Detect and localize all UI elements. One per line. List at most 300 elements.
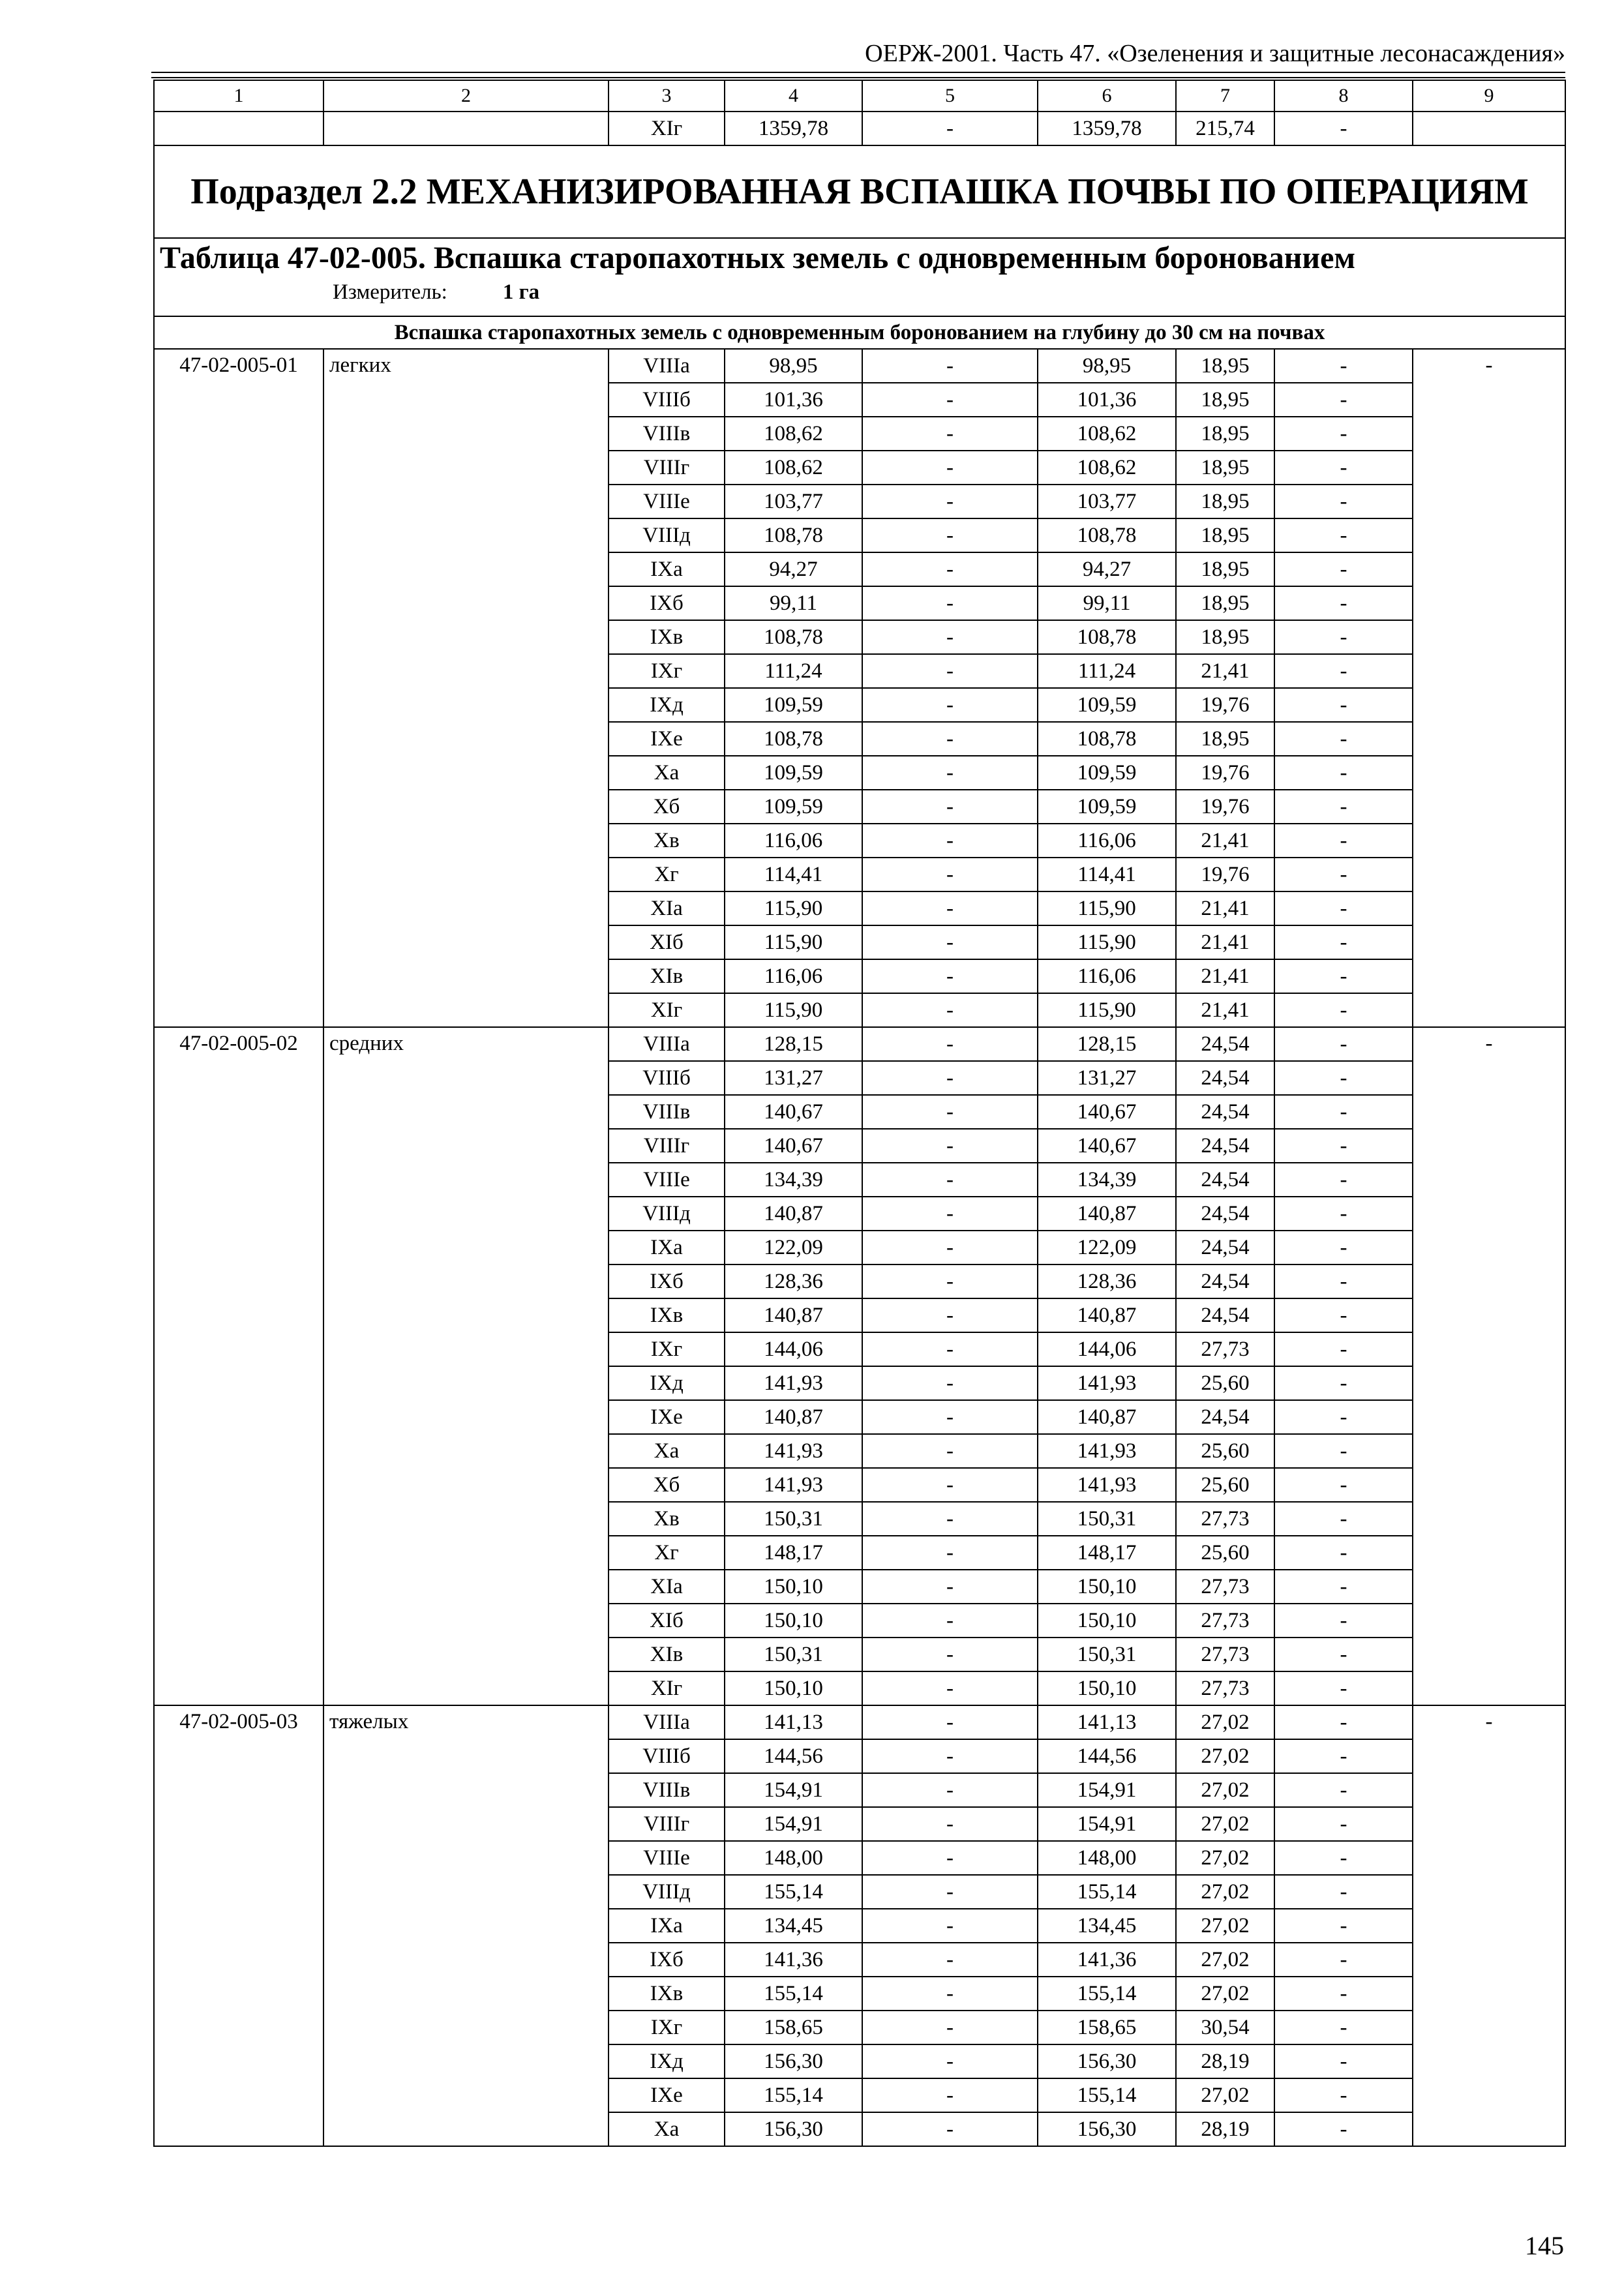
value-cell: - xyxy=(862,1366,1038,1400)
zone-cell: VIIIд xyxy=(609,1875,725,1909)
value-cell: 18,95 xyxy=(1176,518,1274,552)
value-cell: - xyxy=(862,1739,1038,1773)
value-cell: - xyxy=(1274,451,1413,485)
zone-cell: IXд xyxy=(609,688,725,722)
value-cell: 115,90 xyxy=(1038,925,1176,959)
value-cell: 155,14 xyxy=(1038,2078,1176,2112)
value-cell: 155,14 xyxy=(1038,1875,1176,1909)
table-title-cell xyxy=(154,238,1565,316)
value-cell: - xyxy=(1274,2112,1413,2146)
value-cell: 144,06 xyxy=(725,1332,862,1366)
value-cell: 28,19 xyxy=(1176,2112,1274,2146)
value-cell: 156,30 xyxy=(725,2044,862,2078)
value-cell: - xyxy=(1274,1061,1413,1095)
value-cell: 140,87 xyxy=(725,1197,862,1231)
value-cell: - xyxy=(1274,1163,1413,1197)
value-cell: - xyxy=(1274,1095,1413,1129)
value-cell: 24,54 xyxy=(1176,1061,1274,1095)
value-cell: 24,54 xyxy=(1176,1264,1274,1298)
value-cell: - xyxy=(862,1468,1038,1502)
value-cell: 111,24 xyxy=(1038,654,1176,688)
value-cell: 140,67 xyxy=(1038,1129,1176,1163)
value-cell: 109,59 xyxy=(1038,756,1176,790)
value-cell: 99,11 xyxy=(725,586,862,620)
value-cell: - xyxy=(862,383,1038,417)
zone-cell: Xа xyxy=(609,1434,725,1468)
norm-code: 47-02-005-01 xyxy=(154,349,323,1027)
zone-cell: IXе xyxy=(609,2078,725,2112)
value-cell: - xyxy=(862,1604,1038,1638)
value-cell: - xyxy=(862,1502,1038,1536)
value-cell: 101,36 xyxy=(1038,383,1176,417)
value-cell: - xyxy=(1274,1332,1413,1366)
value-cell: 108,78 xyxy=(1038,518,1176,552)
value-cell: - xyxy=(1274,925,1413,959)
value-cell: 114,41 xyxy=(1038,858,1176,891)
column-number: 7 xyxy=(1176,80,1274,112)
zone-cell: Xг xyxy=(609,1536,725,1570)
value-cell: - xyxy=(862,1231,1038,1264)
value-cell: - xyxy=(862,485,1038,518)
value-cell: - xyxy=(1274,1638,1413,1671)
value-cell: 141,93 xyxy=(1038,1434,1176,1468)
value-cell: - xyxy=(1274,2011,1413,2044)
table-row xyxy=(154,349,1565,383)
value-cell: 108,78 xyxy=(1038,620,1176,654)
table-title: Таблица 47-02-005. Вспашка старопахотных земель с одновременным боронованием xyxy=(160,241,1356,275)
value-cell: 128,15 xyxy=(1038,1027,1176,1061)
col9-value: - xyxy=(1413,349,1565,1027)
value-cell: - xyxy=(862,1434,1038,1468)
value-cell: 18,95 xyxy=(1176,722,1274,756)
value-cell: 154,91 xyxy=(1038,1773,1176,1807)
value-cell: 154,91 xyxy=(1038,1807,1176,1841)
value-cell: 115,90 xyxy=(725,925,862,959)
value-cell: 19,76 xyxy=(1176,688,1274,722)
value-cell: 116,06 xyxy=(725,959,862,993)
column-number: 9 xyxy=(1413,80,1565,112)
value-cell: - xyxy=(862,552,1038,586)
value-cell: - xyxy=(1274,1671,1413,1705)
value-cell: 141,13 xyxy=(1038,1705,1176,1739)
value-cell: - xyxy=(862,891,1038,925)
value-cell: 141,93 xyxy=(725,1434,862,1468)
value-cell: 156,30 xyxy=(725,2112,862,2146)
value-cell: - xyxy=(862,959,1038,993)
value-cell: - xyxy=(1274,1197,1413,1231)
value-cell: 24,54 xyxy=(1176,1400,1274,1434)
col9-value: - xyxy=(1413,1027,1565,1705)
value-cell: 1359,78 xyxy=(1038,112,1176,145)
value-cell: - xyxy=(1274,1264,1413,1298)
value-cell: 215,74 xyxy=(1176,112,1274,145)
zone-cell: VIIIг xyxy=(609,1807,725,1841)
value-cell: 1359,78 xyxy=(725,112,862,145)
value-cell: - xyxy=(1274,756,1413,790)
value-cell: 148,17 xyxy=(1038,1536,1176,1570)
value-cell: - xyxy=(862,1536,1038,1570)
value-cell: 116,06 xyxy=(1038,959,1176,993)
value-cell: 27,02 xyxy=(1176,1977,1274,2011)
empty-cell xyxy=(323,112,609,145)
value-cell: 108,62 xyxy=(725,451,862,485)
value-cell: 27,02 xyxy=(1176,1807,1274,1841)
value-cell: 18,95 xyxy=(1176,451,1274,485)
zone-cell: Xа xyxy=(609,756,725,790)
value-cell: - xyxy=(1274,586,1413,620)
table-row xyxy=(154,1705,1565,1739)
value-cell: 18,95 xyxy=(1176,349,1274,383)
value-cell: 27,02 xyxy=(1176,1909,1274,1943)
value-cell: 24,54 xyxy=(1176,1298,1274,1332)
zone-cell: Xв xyxy=(609,1502,725,1536)
value-cell: - xyxy=(862,1977,1038,2011)
value-cell: - xyxy=(862,1671,1038,1705)
value-cell: 108,78 xyxy=(1038,722,1176,756)
soil-type: средних xyxy=(323,1027,609,1705)
value-cell: 150,31 xyxy=(1038,1502,1176,1536)
value-cell: - xyxy=(862,925,1038,959)
value-cell: - xyxy=(1274,1536,1413,1570)
value-cell: - xyxy=(1274,1027,1413,1061)
value-cell: 18,95 xyxy=(1176,485,1274,518)
value-cell: 140,87 xyxy=(1038,1298,1176,1332)
zone-cell: IXб xyxy=(609,586,725,620)
value-cell: 144,56 xyxy=(725,1739,862,1773)
value-cell: 109,59 xyxy=(1038,790,1176,824)
value-cell: - xyxy=(1274,417,1413,451)
value-cell: - xyxy=(1274,1434,1413,1468)
value-cell: 108,62 xyxy=(1038,417,1176,451)
value-cell: 27,02 xyxy=(1176,1739,1274,1773)
value-cell: - xyxy=(1274,1400,1413,1434)
value-cell: 155,14 xyxy=(725,2078,862,2112)
value-cell: - xyxy=(862,688,1038,722)
value-cell: 109,59 xyxy=(1038,688,1176,722)
work-description-row xyxy=(154,316,1565,349)
value-cell: 141,36 xyxy=(725,1943,862,1977)
value-cell: 141,13 xyxy=(725,1705,862,1739)
value-cell: - xyxy=(1274,1570,1413,1604)
value-cell: 141,36 xyxy=(1038,1943,1176,1977)
value-cell: - xyxy=(862,756,1038,790)
value-cell: - xyxy=(1274,1773,1413,1807)
value-cell: 108,78 xyxy=(725,722,862,756)
value-cell: - xyxy=(862,2112,1038,2146)
value-cell: 115,90 xyxy=(1038,993,1176,1027)
zone-cell: IXг xyxy=(609,1332,725,1366)
value-cell: 24,54 xyxy=(1176,1129,1274,1163)
measure-label: Измеритель: xyxy=(333,280,447,304)
value-cell: 101,36 xyxy=(725,383,862,417)
zone-cell: VIIIе xyxy=(609,485,725,518)
subsection-title: Подраздел 2.2 МЕХАНИЗИРОВАННАЯ ВСПАШКА ПОЧВЫ ПО ОПЕРАЦИЯМ xyxy=(154,145,1565,238)
value-cell: 150,31 xyxy=(725,1638,862,1671)
value-cell: - xyxy=(1274,654,1413,688)
value-cell: 150,10 xyxy=(725,1671,862,1705)
zone-cell: VIIIв xyxy=(609,1773,725,1807)
value-cell: 19,76 xyxy=(1176,858,1274,891)
value-cell: 94,27 xyxy=(725,552,862,586)
value-cell: 148,00 xyxy=(725,1841,862,1875)
value-cell: - xyxy=(1274,349,1413,383)
value-cell: 150,10 xyxy=(725,1604,862,1638)
zone-cell: VIIIб xyxy=(609,383,725,417)
value-cell: 115,90 xyxy=(725,993,862,1027)
value-cell: - xyxy=(1274,891,1413,925)
value-cell: 21,41 xyxy=(1176,891,1274,925)
value-cell: - xyxy=(1274,2044,1413,2078)
value-cell: 108,78 xyxy=(725,620,862,654)
value-cell: 116,06 xyxy=(725,824,862,858)
value-cell: 156,30 xyxy=(1038,2112,1176,2146)
value-cell: - xyxy=(1274,688,1413,722)
value-cell: 140,87 xyxy=(1038,1197,1176,1231)
value-cell: - xyxy=(862,586,1038,620)
zone-cell: XIг xyxy=(609,1671,725,1705)
value-cell: 25,60 xyxy=(1176,1536,1274,1570)
zone-cell: VIIIд xyxy=(609,518,725,552)
value-cell: 108,62 xyxy=(725,417,862,451)
zone-cell: IXа xyxy=(609,1231,725,1264)
value-cell: 103,77 xyxy=(1038,485,1176,518)
column-number: 4 xyxy=(725,80,862,112)
value-cell: - xyxy=(1274,1943,1413,1977)
value-cell: 109,59 xyxy=(725,688,862,722)
value-cell: 21,41 xyxy=(1176,654,1274,688)
value-cell: - xyxy=(862,1841,1038,1875)
value-cell: 18,95 xyxy=(1176,417,1274,451)
value-cell: 109,59 xyxy=(725,756,862,790)
zone-cell: IXа xyxy=(609,552,725,586)
value-cell: 18,95 xyxy=(1176,586,1274,620)
value-cell: - xyxy=(1274,1807,1413,1841)
zone-cell: VIIIа xyxy=(609,1027,725,1061)
value-cell: 103,77 xyxy=(725,485,862,518)
value-cell: - xyxy=(862,518,1038,552)
value-cell: 19,76 xyxy=(1176,790,1274,824)
value-cell: 140,67 xyxy=(1038,1095,1176,1129)
value-cell: 98,95 xyxy=(1038,349,1176,383)
value-cell: 25,60 xyxy=(1176,1468,1274,1502)
value-cell: - xyxy=(862,1909,1038,1943)
column-number: 5 xyxy=(862,80,1038,112)
col9-value: - xyxy=(1413,1705,1565,2146)
zone-cell: VIIIа xyxy=(609,1705,725,1739)
value-cell: 141,93 xyxy=(1038,1468,1176,1502)
value-cell: - xyxy=(862,1129,1038,1163)
value-cell: 108,62 xyxy=(1038,451,1176,485)
value-cell: 24,54 xyxy=(1176,1027,1274,1061)
value-cell: 134,45 xyxy=(725,1909,862,1943)
value-cell: - xyxy=(862,1943,1038,1977)
value-cell: - xyxy=(862,1332,1038,1366)
value-cell: 134,45 xyxy=(1038,1909,1176,1943)
value-cell: 108,78 xyxy=(725,518,862,552)
value-cell: 18,95 xyxy=(1176,383,1274,417)
value-cell: 141,93 xyxy=(725,1468,862,1502)
value-cell: - xyxy=(862,620,1038,654)
value-cell: - xyxy=(1274,552,1413,586)
value-cell: - xyxy=(1274,1468,1413,1502)
value-cell: 134,39 xyxy=(1038,1163,1176,1197)
value-cell: 115,90 xyxy=(1038,891,1176,925)
value-cell: 27,02 xyxy=(1176,1705,1274,1739)
value-cell: 27,73 xyxy=(1176,1604,1274,1638)
value-cell: 156,30 xyxy=(1038,2044,1176,2078)
value-cell: 128,15 xyxy=(725,1027,862,1061)
work-description: Вспашка старопахотных земель с одновременным боронованием на глубину до 30 см на почвах xyxy=(154,316,1565,349)
column-number-row xyxy=(154,80,1565,112)
value-cell: 128,36 xyxy=(725,1264,862,1298)
column-number: 6 xyxy=(1038,80,1176,112)
value-cell: 27,73 xyxy=(1176,1638,1274,1671)
zone-cell: IXв xyxy=(609,1977,725,2011)
zone-cell: IXв xyxy=(609,620,725,654)
value-cell: 21,41 xyxy=(1176,959,1274,993)
value-cell: - xyxy=(862,1638,1038,1671)
value-cell: - xyxy=(1274,518,1413,552)
value-cell: 134,39 xyxy=(725,1163,862,1197)
value-cell: 131,27 xyxy=(1038,1061,1176,1095)
value-cell: 150,31 xyxy=(1038,1638,1176,1671)
value-cell: XIг xyxy=(609,112,725,145)
value-cell: 21,41 xyxy=(1176,824,1274,858)
value-cell: - xyxy=(1274,959,1413,993)
value-cell: - xyxy=(1274,1977,1413,2011)
value-cell: - xyxy=(862,1027,1038,1061)
soil-type: тяжелых xyxy=(323,1705,609,2146)
value-cell: - xyxy=(862,1163,1038,1197)
zone-cell: VIIIе xyxy=(609,1841,725,1875)
zone-cell: Xа xyxy=(609,2112,725,2146)
value-cell: 27,73 xyxy=(1176,1671,1274,1705)
value-cell: 18,95 xyxy=(1176,620,1274,654)
zone-cell: XIб xyxy=(609,925,725,959)
value-cell: - xyxy=(862,1264,1038,1298)
zone-cell: IXд xyxy=(609,1366,725,1400)
value-cell: 154,91 xyxy=(725,1773,862,1807)
value-cell: 111,24 xyxy=(725,654,862,688)
value-cell: - xyxy=(862,2044,1038,2078)
zone-cell: VIIIд xyxy=(609,1197,725,1231)
zone-cell: IXе xyxy=(609,1400,725,1434)
zone-cell: Xв xyxy=(609,824,725,858)
value-cell: - xyxy=(1274,1366,1413,1400)
value-cell: 128,36 xyxy=(1038,1264,1176,1298)
value-cell: 155,14 xyxy=(725,1977,862,2011)
norm-code: 47-02-005-03 xyxy=(154,1705,323,2146)
value-cell: - xyxy=(862,1875,1038,1909)
subsection-row xyxy=(154,145,1565,238)
column-number: 8 xyxy=(1274,80,1413,112)
value-cell: 141,93 xyxy=(725,1366,862,1400)
table-title-row xyxy=(154,238,1565,316)
zone-cell: XIв xyxy=(609,1638,725,1671)
value-cell: 27,73 xyxy=(1176,1570,1274,1604)
value-cell: 27,73 xyxy=(1176,1332,1274,1366)
carryover-row xyxy=(154,112,1565,145)
value-cell: - xyxy=(862,1570,1038,1604)
value-cell: - xyxy=(862,1197,1038,1231)
value-cell: 27,02 xyxy=(1176,1875,1274,1909)
value-cell: 25,60 xyxy=(1176,1434,1274,1468)
value-cell: 24,54 xyxy=(1176,1163,1274,1197)
value-cell: 28,19 xyxy=(1176,2044,1274,2078)
value-cell: 25,60 xyxy=(1176,1366,1274,1400)
value-cell: - xyxy=(1274,1705,1413,1739)
value-cell: - xyxy=(1274,722,1413,756)
value-cell: - xyxy=(1274,790,1413,824)
value-cell: - xyxy=(1274,1231,1413,1264)
value-cell: - xyxy=(1274,112,1413,145)
norm-code: 47-02-005-02 xyxy=(154,1027,323,1705)
measure-value: 1 га xyxy=(502,280,540,304)
value-cell: - xyxy=(862,722,1038,756)
value-cell: - xyxy=(1274,1739,1413,1773)
value-cell: - xyxy=(1274,1298,1413,1332)
value-cell: 27,02 xyxy=(1176,1841,1274,1875)
norms-table xyxy=(153,80,1566,2147)
value-cell: 140,67 xyxy=(725,1095,862,1129)
value-cell: - xyxy=(1274,1841,1413,1875)
value-cell: 148,17 xyxy=(725,1536,862,1570)
value-cell: - xyxy=(862,1807,1038,1841)
zone-cell: Xб xyxy=(609,1468,725,1502)
value-cell: - xyxy=(862,993,1038,1027)
value-cell: 24,54 xyxy=(1176,1231,1274,1264)
value-cell: - xyxy=(862,2011,1038,2044)
zone-cell: IXа xyxy=(609,1909,725,1943)
zone-cell: IXд xyxy=(609,2044,725,2078)
value-cell: 154,91 xyxy=(725,1807,862,1841)
value-cell: 131,27 xyxy=(725,1061,862,1095)
value-cell: 21,41 xyxy=(1176,993,1274,1027)
value-cell: - xyxy=(862,1400,1038,1434)
value-cell: - xyxy=(862,858,1038,891)
zone-cell: VIIIб xyxy=(609,1739,725,1773)
value-cell: 115,90 xyxy=(725,891,862,925)
value-cell: 27,02 xyxy=(1176,1773,1274,1807)
value-cell: - xyxy=(862,2078,1038,2112)
value-cell: - xyxy=(1274,485,1413,518)
value-cell: 140,87 xyxy=(725,1400,862,1434)
measure-line xyxy=(160,278,1559,307)
zone-cell: VIIIв xyxy=(609,417,725,451)
value-cell: - xyxy=(862,451,1038,485)
value-cell: 94,27 xyxy=(1038,552,1176,586)
value-cell: - xyxy=(1274,1502,1413,1536)
value-cell: - xyxy=(1274,383,1413,417)
value-cell: - xyxy=(1274,824,1413,858)
zone-cell: VIIIв xyxy=(609,1095,725,1129)
zone-cell: IXб xyxy=(609,1943,725,1977)
value-cell: 150,10 xyxy=(1038,1604,1176,1638)
header-rule-top xyxy=(151,72,1565,73)
zone-cell: IXг xyxy=(609,654,725,688)
zone-cell: Xб xyxy=(609,790,725,824)
value-cell: 109,59 xyxy=(725,790,862,824)
value-cell: 158,65 xyxy=(1038,2011,1176,2044)
value-cell: - xyxy=(862,1298,1038,1332)
value-cell: - xyxy=(862,654,1038,688)
value-cell: - xyxy=(862,417,1038,451)
value-cell: - xyxy=(862,790,1038,824)
value-cell: - xyxy=(1274,1875,1413,1909)
value-cell: - xyxy=(862,1095,1038,1129)
zone-cell: XIа xyxy=(609,891,725,925)
value-cell: 150,10 xyxy=(725,1570,862,1604)
